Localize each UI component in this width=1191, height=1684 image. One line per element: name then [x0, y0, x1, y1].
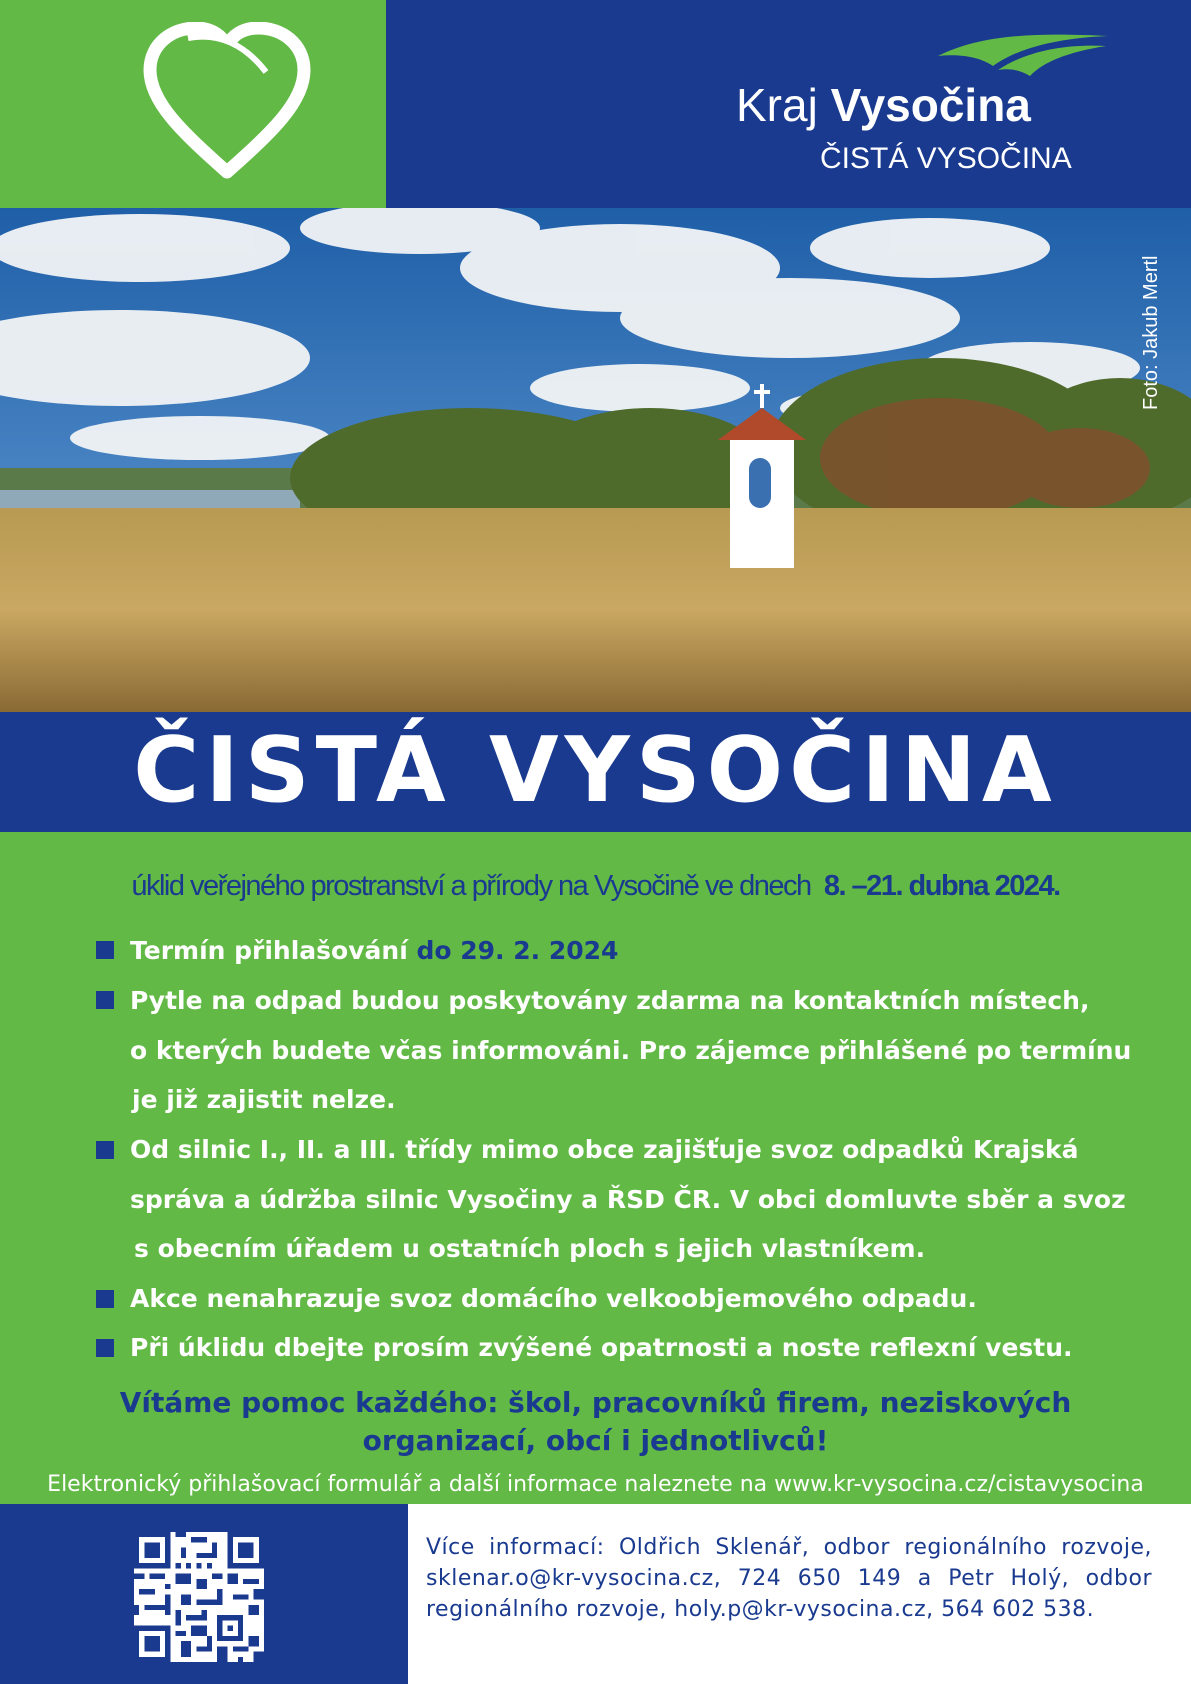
photo-credit: Foto: Jakub Mertl: [1140, 255, 1162, 410]
bullet-2-line-1: Pytle na odpad budou poskytovány zdarma na kontaktních místech,: [130, 986, 1090, 1015]
bullet-1-line-1: [130, 936, 618, 966]
subtitle-text: úklid veřejného prostranství a přírody na Vysočině ve dnech: [131, 870, 811, 902]
bullet-marker: [96, 1339, 114, 1357]
logo-subtitle: ČISTÁ VYSOČINA: [820, 142, 1072, 175]
logo-wordmark: [736, 78, 1031, 132]
bullet-marker: [96, 1290, 114, 1308]
bullet-3-line-3: s obecním úřadem u ostatních ploch s jejich vlastníkem.: [134, 1234, 926, 1263]
welcome-line-2: organizací, obcí i jednotlivců!: [362, 1424, 829, 1457]
contact-info: Více informací: Oldřich Sklenář, odbor regionálního rozvoje, sklenar.o@kr-vysocina.cz, 724 650 149 a Petr Holý, odbor regionálního rozvoje, holy.p@kr-vysocina.cz, 564 602 538.: [426, 1535, 1152, 1622]
registration-deadline: do 29. 2. 2024: [416, 936, 619, 965]
logo-vysocina-text: Vysočina: [830, 79, 1031, 131]
event-subtitle: [0, 870, 1191, 903]
welcome-line-1: Vítáme pomoc každého: škol, pracovníků firem, neziskových: [119, 1386, 1072, 1419]
bullet-5-line-1: Při úklidu dbejte prosím zvýšené opatrnosti a noste reflexní vestu.: [130, 1333, 1073, 1362]
main-title: ČISTÁ VYSOČINA: [133, 718, 1058, 823]
registration-label: Termín přihlašování: [130, 936, 408, 965]
bullet-3-line-2: správa a údržba silnic Vysočiny a ŘSD ČR. V obci domluvte sběr a svoz: [130, 1185, 1126, 1214]
bullet-2-line-3: je již zajistit nelze.: [132, 1085, 396, 1114]
bullet-marker: [96, 991, 114, 1009]
heart-logo-icon: [142, 22, 312, 182]
bullet-marker: [96, 1141, 114, 1159]
qr-code-icon: [134, 1532, 264, 1662]
welcome-message: [0, 1384, 1191, 1460]
event-dates: 8. –21. dubna 2024.: [823, 870, 1060, 902]
bullet-4-line-1: Akce nenahrazuje svoz domácího velkoobjemového odpadu.: [130, 1284, 977, 1313]
bullet-3-line-1: Od silnic I., II. a III. třídy mimo obce zajišťuje svoz odpadků Krajská: [130, 1135, 1079, 1164]
bullet-marker: [96, 941, 114, 959]
logo-kraj-text: Kraj: [736, 79, 818, 131]
form-info: Elektronický přihlašovací formulář a další informace naleznete na www.kr-vysocina.cz/cistavysocina: [47, 1472, 1144, 1497]
landscape-photo: [0, 208, 1191, 712]
kraj-vysocina-swoosh-icon: [938, 26, 1108, 78]
bullet-2-line-2: o kterých budete včas informováni. Pro zájemce přihlášené po termínu: [130, 1036, 1132, 1065]
